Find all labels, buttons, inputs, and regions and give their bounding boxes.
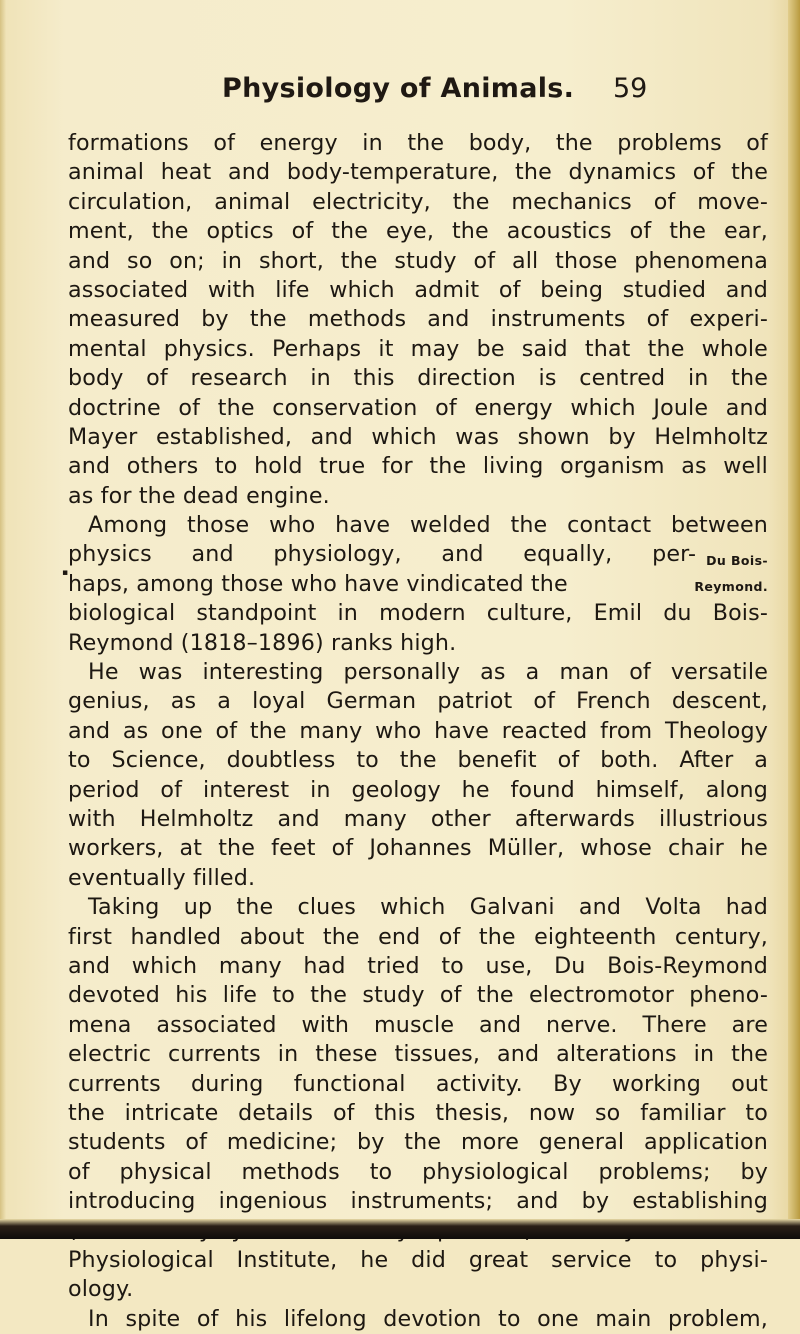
- paragraph-start-line: He was interesting personally as a man of versatile: [88, 659, 768, 686]
- text-line: devoted his life to the study of the electromotor pheno-: [68, 982, 768, 1009]
- text-line: currents during functional activity. By working out: [68, 1070, 768, 1097]
- text-line: with Helmholtz and many other afterwards illustrious: [68, 805, 768, 832]
- page-edge: [788, 0, 800, 1239]
- text-line: first handled about the end of the eighteenth century,: [68, 923, 768, 950]
- running-head: [0, 73, 800, 113]
- text-line: Mayer established, and which was shown by Helmholtz: [68, 423, 768, 450]
- text-line: electric currents in these tissues, and alterations in the: [68, 1041, 768, 1068]
- text-line: Physiological Institute, he did great service to physi-: [68, 1246, 768, 1273]
- text-line: biological standpoint in modern culture, Emil du Bois-: [68, 600, 768, 627]
- page-number: 59: [613, 73, 648, 104]
- text-segment: physics and physiology, and equally, per-: [68, 541, 697, 568]
- text-line: as for the dead engine.: [68, 482, 330, 509]
- text-line-with-sidenote: [68, 540, 768, 569]
- text-line: body of research in this direction is centred in the: [68, 365, 768, 392]
- paragraph-start-line: Among those who have welded the contact between: [88, 512, 768, 539]
- text-line: and others to hold true for the living organism as well: [68, 453, 768, 480]
- text-line: of physical methods to physiological problems; by: [68, 1158, 768, 1185]
- text-line-with-sidenote: [68, 570, 768, 599]
- text-line: workers, at the feet of Johannes Müller, whose chair he: [68, 835, 768, 862]
- text-line: measured by the methods and instruments of experi-: [68, 306, 768, 333]
- text-line: and so on; in short, the study of all those phenomena: [68, 247, 768, 274]
- text-line: ment, the optics of the eye, the acoustics of the ear,: [68, 218, 768, 245]
- paragraph-start-line: In spite of his lifelong devotion to one main problem,: [88, 1305, 768, 1332]
- sidenote-reymond: Reymond.: [694, 578, 768, 594]
- text-segment: haps, among those who have vindicated the: [68, 570, 568, 597]
- text-line: genius, as a loyal German patriot of French descent,: [68, 688, 768, 715]
- text-line: and as one of the many who have reacted from Theology: [68, 717, 768, 744]
- page-gutter-shadow: [0, 0, 6, 1239]
- text-line: period of interest in geology he found himself, along: [68, 776, 768, 803]
- text-line: the intricate details of this thesis, now so familiar to: [68, 1099, 768, 1126]
- running-title: Physiology of Animals.: [222, 73, 575, 104]
- sidenote-du-bois: Du Bois-: [706, 553, 768, 569]
- text-line: mena associated with muscle and nerve. There are: [68, 1011, 768, 1038]
- text-line: ology.: [68, 1276, 134, 1303]
- text-line: formations of energy in the body, the problems of: [68, 130, 768, 156]
- text-line: eventually filled.: [68, 864, 256, 891]
- text-line: animal heat and body-temperature, the dynamics of the: [68, 159, 768, 186]
- text-line: doctrine of the conservation of energy which Joule and: [68, 394, 768, 421]
- text-line: and which many had tried to use, Du Bois-Reymond: [68, 952, 768, 979]
- paragraph-start-line: Taking up the clues which Galvani and Volta had: [88, 894, 768, 921]
- text-line: students of medicine; by the more general application: [68, 1129, 768, 1156]
- text-line: Reymond (1818–1896) ranks high.: [68, 629, 457, 656]
- text-line: to Science, doubtless to the benefit of both. After a: [68, 747, 768, 774]
- text-line: associated with life which admit of being studied and: [68, 276, 768, 303]
- text-line: mental physics. Perhaps it may be said that the whole: [68, 335, 768, 362]
- body-text: [68, 129, 768, 1334]
- text-line: introducing ingenious instruments; and by establishing: [68, 1188, 768, 1215]
- page-bottom-edge: [0, 1219, 800, 1239]
- text-line: circulation, animal electricity, the mechanics of move-: [68, 188, 768, 215]
- margin-mark: ▪: [62, 568, 69, 578]
